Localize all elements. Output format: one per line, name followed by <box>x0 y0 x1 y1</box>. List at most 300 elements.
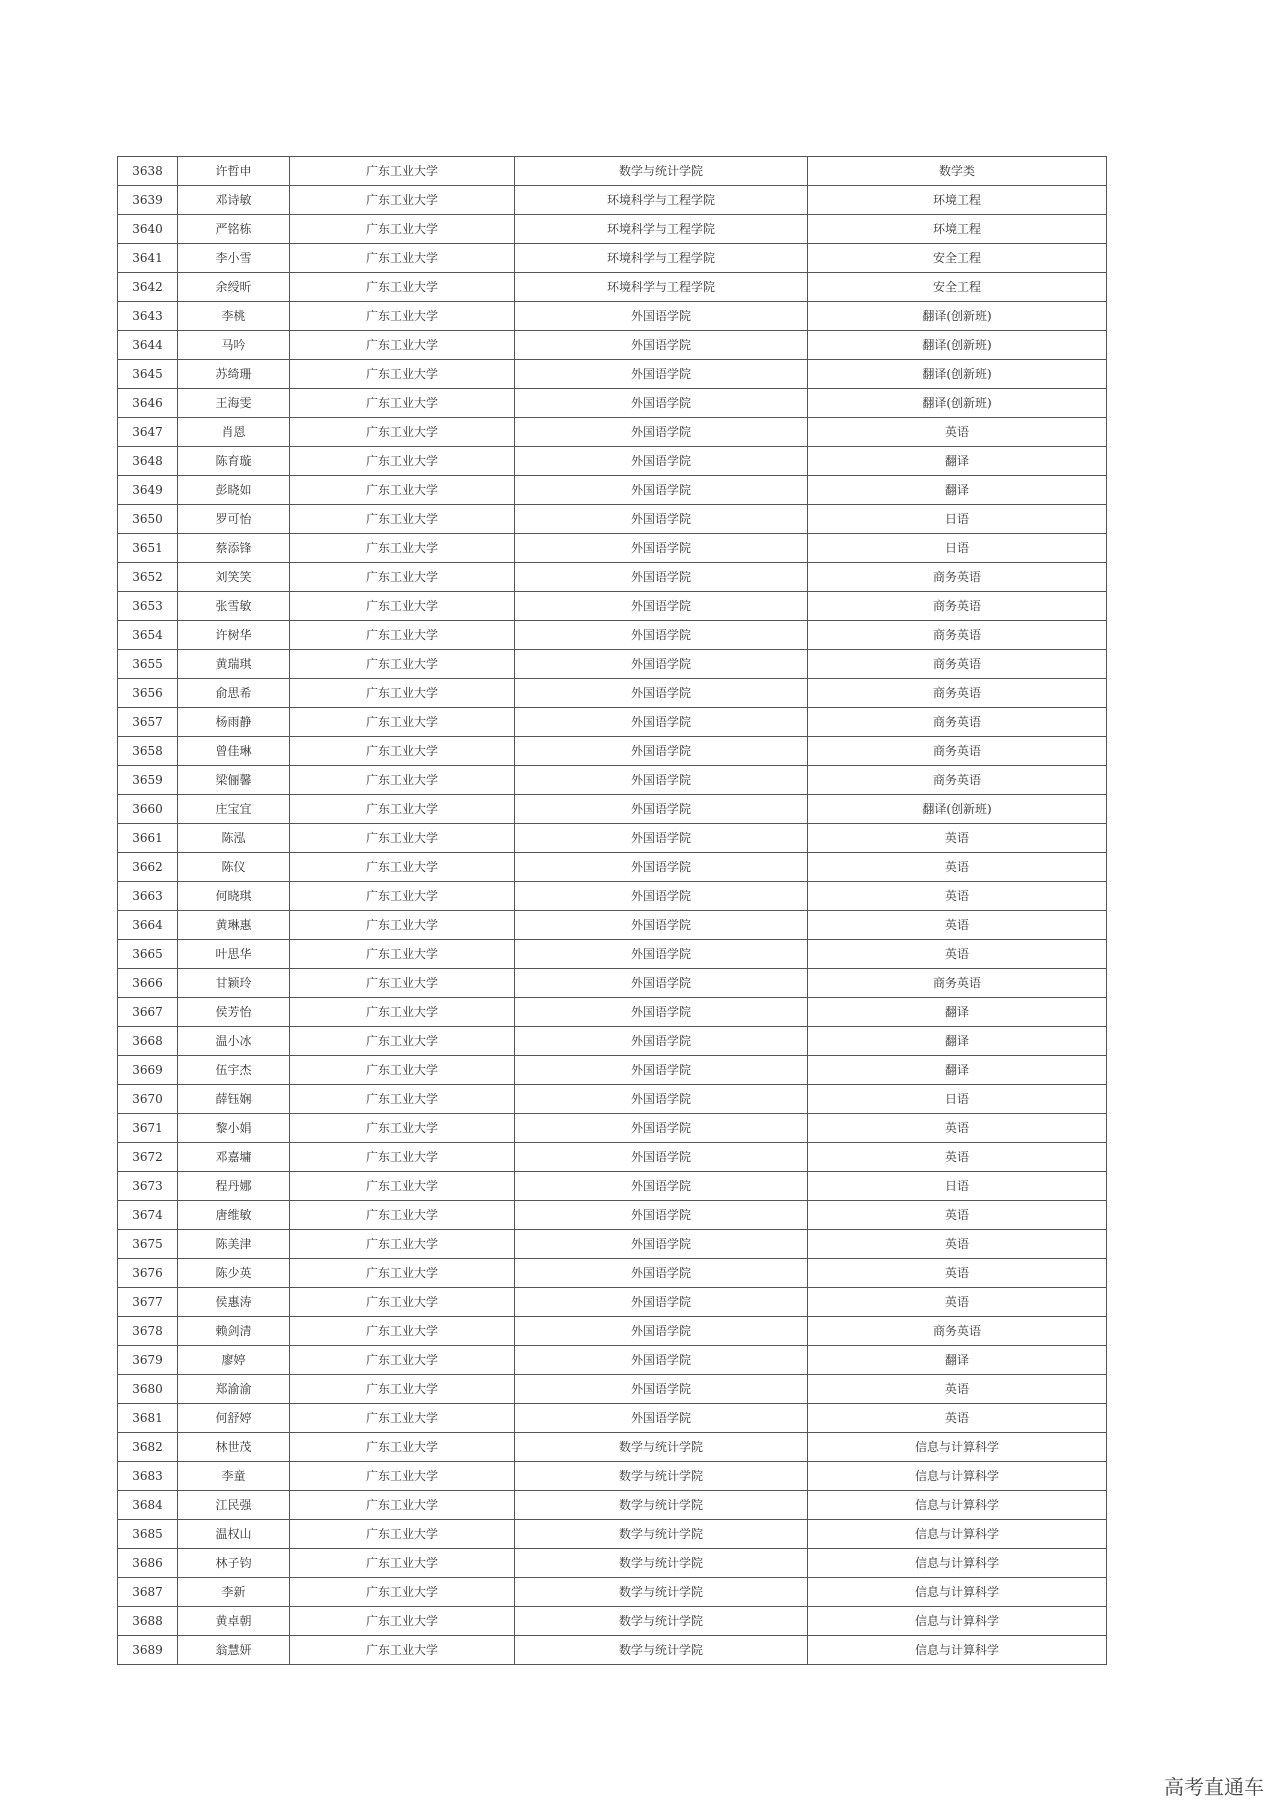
student-name-cell: 程丹娜 <box>178 1172 290 1201</box>
student-name-cell: 王海雯 <box>178 389 290 418</box>
row-number-cell: 3662 <box>118 853 178 882</box>
row-number-cell: 3685 <box>118 1520 178 1549</box>
row-number-cell: 3680 <box>118 1375 178 1404</box>
major-cell: 信息与计算科学 <box>808 1433 1107 1462</box>
table-row <box>118 998 1107 1027</box>
student-name-cell: 廖婷 <box>178 1346 290 1375</box>
student-name-cell: 陈泓 <box>178 824 290 853</box>
row-number-cell: 3686 <box>118 1549 178 1578</box>
college-cell: 外国语学院 <box>515 1230 808 1259</box>
student-name-cell: 俞思希 <box>178 679 290 708</box>
row-number-cell: 3672 <box>118 1143 178 1172</box>
university-cell: 广东工业大学 <box>290 447 515 476</box>
university-cell: 广东工业大学 <box>290 1027 515 1056</box>
row-number-cell: 3658 <box>118 737 178 766</box>
table-row <box>118 418 1107 447</box>
watermark-text: 高考直通车 <box>1164 1775 1264 1799</box>
major-cell: 英语 <box>808 1230 1107 1259</box>
college-cell: 外国语学院 <box>515 389 808 418</box>
major-cell: 英语 <box>808 940 1107 969</box>
major-cell: 英语 <box>808 1201 1107 1230</box>
student-name-cell: 余绶昕 <box>178 273 290 302</box>
row-number-cell: 3663 <box>118 882 178 911</box>
table-row <box>118 969 1107 998</box>
university-cell: 广东工业大学 <box>290 1143 515 1172</box>
university-cell: 广东工业大学 <box>290 1056 515 1085</box>
student-name-cell: 林世茂 <box>178 1433 290 1462</box>
university-cell: 广东工业大学 <box>290 1288 515 1317</box>
student-name-cell: 甘颖玲 <box>178 969 290 998</box>
admission-table <box>117 156 1107 1665</box>
student-name-cell: 叶思华 <box>178 940 290 969</box>
university-cell: 广东工业大学 <box>290 1578 515 1607</box>
university-cell: 广东工业大学 <box>290 1607 515 1636</box>
student-name-cell: 刘笑笑 <box>178 563 290 592</box>
major-cell: 翻译 <box>808 447 1107 476</box>
university-cell: 广东工业大学 <box>290 1433 515 1462</box>
university-cell: 广东工业大学 <box>290 795 515 824</box>
college-cell: 数学与统计学院 <box>515 1636 808 1665</box>
student-name-cell: 温小冰 <box>178 1027 290 1056</box>
student-name-cell: 李童 <box>178 1462 290 1491</box>
row-number-cell: 3653 <box>118 592 178 621</box>
row-number-cell: 3670 <box>118 1085 178 1114</box>
student-name-cell: 伍宇杰 <box>178 1056 290 1085</box>
student-name-cell: 严铭栋 <box>178 215 290 244</box>
table-row <box>118 1520 1107 1549</box>
table-row <box>118 1259 1107 1288</box>
university-cell: 广东工业大学 <box>290 186 515 215</box>
student-name-cell: 何晓琪 <box>178 882 290 911</box>
college-cell: 外国语学院 <box>515 447 808 476</box>
major-cell: 英语 <box>808 1288 1107 1317</box>
major-cell: 信息与计算科学 <box>808 1520 1107 1549</box>
major-cell: 数学类 <box>808 157 1107 186</box>
student-name-cell: 陈育璇 <box>178 447 290 476</box>
college-cell: 外国语学院 <box>515 360 808 389</box>
college-cell: 外国语学院 <box>515 592 808 621</box>
college-cell: 外国语学院 <box>515 505 808 534</box>
table-row <box>118 1491 1107 1520</box>
table-row <box>118 563 1107 592</box>
row-number-cell: 3664 <box>118 911 178 940</box>
student-name-cell: 梁俪馨 <box>178 766 290 795</box>
table-row <box>118 186 1107 215</box>
student-name-cell: 黄卓朝 <box>178 1607 290 1636</box>
table-row <box>118 1172 1107 1201</box>
table-row <box>118 1433 1107 1462</box>
row-number-cell: 3689 <box>118 1636 178 1665</box>
college-cell: 外国语学院 <box>515 882 808 911</box>
table-row <box>118 1404 1107 1433</box>
row-number-cell: 3681 <box>118 1404 178 1433</box>
row-number-cell: 3656 <box>118 679 178 708</box>
major-cell: 商务英语 <box>808 737 1107 766</box>
student-name-cell: 杨雨静 <box>178 708 290 737</box>
major-cell: 商务英语 <box>808 621 1107 650</box>
major-cell: 翻译(创新班) <box>808 302 1107 331</box>
university-cell: 广东工业大学 <box>290 708 515 737</box>
major-cell: 翻译 <box>808 1346 1107 1375</box>
university-cell: 广东工业大学 <box>290 737 515 766</box>
table-row <box>118 505 1107 534</box>
student-name-cell: 罗可怡 <box>178 505 290 534</box>
major-cell: 商务英语 <box>808 592 1107 621</box>
major-cell: 信息与计算科学 <box>808 1549 1107 1578</box>
major-cell: 英语 <box>808 1143 1107 1172</box>
student-name-cell: 侯惠涛 <box>178 1288 290 1317</box>
table-row <box>118 1085 1107 1114</box>
table-row <box>118 1143 1107 1172</box>
row-number-cell: 3644 <box>118 331 178 360</box>
university-cell: 广东工业大学 <box>290 1259 515 1288</box>
row-number-cell: 3650 <box>118 505 178 534</box>
university-cell: 广东工业大学 <box>290 389 515 418</box>
university-cell: 广东工业大学 <box>290 940 515 969</box>
student-name-cell: 黎小娟 <box>178 1114 290 1143</box>
college-cell: 外国语学院 <box>515 621 808 650</box>
row-number-cell: 3668 <box>118 1027 178 1056</box>
college-cell: 外国语学院 <box>515 940 808 969</box>
table-row <box>118 1549 1107 1578</box>
row-number-cell: 3666 <box>118 969 178 998</box>
student-name-cell: 李新 <box>178 1578 290 1607</box>
row-number-cell: 3671 <box>118 1114 178 1143</box>
table-row <box>118 795 1107 824</box>
college-cell: 外国语学院 <box>515 708 808 737</box>
major-cell: 日语 <box>808 534 1107 563</box>
row-number-cell: 3641 <box>118 244 178 273</box>
university-cell: 广东工业大学 <box>290 1491 515 1520</box>
college-cell: 外国语学院 <box>515 476 808 505</box>
university-cell: 广东工业大学 <box>290 505 515 534</box>
college-cell: 环境科学与工程学院 <box>515 273 808 302</box>
major-cell: 英语 <box>808 911 1107 940</box>
university-cell: 广东工业大学 <box>290 1317 515 1346</box>
university-cell: 广东工业大学 <box>290 1201 515 1230</box>
university-cell: 广东工业大学 <box>290 766 515 795</box>
table-row <box>118 621 1107 650</box>
major-cell: 信息与计算科学 <box>808 1636 1107 1665</box>
table-row <box>118 1288 1107 1317</box>
college-cell: 外国语学院 <box>515 418 808 447</box>
university-cell: 广东工业大学 <box>290 592 515 621</box>
college-cell: 外国语学院 <box>515 679 808 708</box>
major-cell: 翻译(创新班) <box>808 389 1107 418</box>
table-row <box>118 882 1107 911</box>
college-cell: 外国语学院 <box>515 650 808 679</box>
college-cell: 外国语学院 <box>515 969 808 998</box>
row-number-cell: 3645 <box>118 360 178 389</box>
row-number-cell: 3665 <box>118 940 178 969</box>
university-cell: 广东工业大学 <box>290 331 515 360</box>
table-row <box>118 1230 1107 1259</box>
table-row <box>118 534 1107 563</box>
table-row <box>118 1462 1107 1491</box>
row-number-cell: 3673 <box>118 1172 178 1201</box>
student-name-cell: 郑渝渝 <box>178 1375 290 1404</box>
university-cell: 广东工业大学 <box>290 1549 515 1578</box>
major-cell: 商务英语 <box>808 650 1107 679</box>
table-row <box>118 1114 1107 1143</box>
student-name-cell: 苏绮珊 <box>178 360 290 389</box>
university-cell: 广东工业大学 <box>290 824 515 853</box>
college-cell: 外国语学院 <box>515 766 808 795</box>
table-row <box>118 1375 1107 1404</box>
row-number-cell: 3684 <box>118 1491 178 1520</box>
major-cell: 英语 <box>808 882 1107 911</box>
major-cell: 英语 <box>808 418 1107 447</box>
major-cell: 翻译 <box>808 1056 1107 1085</box>
row-number-cell: 3649 <box>118 476 178 505</box>
university-cell: 广东工业大学 <box>290 157 515 186</box>
college-cell: 外国语学院 <box>515 911 808 940</box>
major-cell: 信息与计算科学 <box>808 1491 1107 1520</box>
row-number-cell: 3660 <box>118 795 178 824</box>
row-number-cell: 3652 <box>118 563 178 592</box>
major-cell: 翻译 <box>808 476 1107 505</box>
college-cell: 外国语学院 <box>515 1259 808 1288</box>
college-cell: 外国语学院 <box>515 1172 808 1201</box>
college-cell: 外国语学院 <box>515 1288 808 1317</box>
university-cell: 广东工业大学 <box>290 1085 515 1114</box>
major-cell: 环境工程 <box>808 186 1107 215</box>
row-number-cell: 3682 <box>118 1433 178 1462</box>
major-cell: 日语 <box>808 1172 1107 1201</box>
major-cell: 商务英语 <box>808 679 1107 708</box>
student-name-cell: 邓嘉墉 <box>178 1143 290 1172</box>
student-name-cell: 黄琳惠 <box>178 911 290 940</box>
row-number-cell: 3676 <box>118 1259 178 1288</box>
row-number-cell: 3648 <box>118 447 178 476</box>
student-name-cell: 赖剑清 <box>178 1317 290 1346</box>
table-row <box>118 157 1107 186</box>
table-row <box>118 389 1107 418</box>
major-cell: 英语 <box>808 1404 1107 1433</box>
row-number-cell: 3654 <box>118 621 178 650</box>
table-row <box>118 302 1107 331</box>
student-name-cell: 张雪敏 <box>178 592 290 621</box>
university-cell: 广东工业大学 <box>290 215 515 244</box>
table-row <box>118 737 1107 766</box>
college-cell: 外国语学院 <box>515 1404 808 1433</box>
university-cell: 广东工业大学 <box>290 273 515 302</box>
major-cell: 商务英语 <box>808 563 1107 592</box>
row-number-cell: 3642 <box>118 273 178 302</box>
row-number-cell: 3687 <box>118 1578 178 1607</box>
student-name-cell: 许哲申 <box>178 157 290 186</box>
table-row <box>118 331 1107 360</box>
row-number-cell: 3640 <box>118 215 178 244</box>
student-name-cell: 邓诗敏 <box>178 186 290 215</box>
row-number-cell: 3638 <box>118 157 178 186</box>
row-number-cell: 3655 <box>118 650 178 679</box>
university-cell: 广东工业大学 <box>290 969 515 998</box>
major-cell: 翻译 <box>808 1027 1107 1056</box>
student-name-cell: 陈美津 <box>178 1230 290 1259</box>
table-row <box>118 853 1107 882</box>
major-cell: 信息与计算科学 <box>808 1607 1107 1636</box>
table-row <box>118 476 1107 505</box>
university-cell: 广东工业大学 <box>290 563 515 592</box>
table-row <box>118 940 1107 969</box>
college-cell: 数学与统计学院 <box>515 1433 808 1462</box>
university-cell: 广东工业大学 <box>290 1230 515 1259</box>
row-number-cell: 3667 <box>118 998 178 1027</box>
row-number-cell: 3669 <box>118 1056 178 1085</box>
college-cell: 数学与统计学院 <box>515 1491 808 1520</box>
college-cell: 数学与统计学院 <box>515 1462 808 1491</box>
student-name-cell: 唐维敏 <box>178 1201 290 1230</box>
student-name-cell: 温权山 <box>178 1520 290 1549</box>
major-cell: 英语 <box>808 824 1107 853</box>
college-cell: 环境科学与工程学院 <box>515 186 808 215</box>
college-cell: 外国语学院 <box>515 824 808 853</box>
university-cell: 广东工业大学 <box>290 476 515 505</box>
college-cell: 外国语学院 <box>515 1056 808 1085</box>
table-row <box>118 447 1107 476</box>
major-cell: 翻译(创新班) <box>808 360 1107 389</box>
student-name-cell: 许树华 <box>178 621 290 650</box>
college-cell: 外国语学院 <box>515 853 808 882</box>
table-row <box>118 273 1107 302</box>
major-cell: 翻译(创新班) <box>808 795 1107 824</box>
major-cell: 信息与计算科学 <box>808 1578 1107 1607</box>
row-number-cell: 3659 <box>118 766 178 795</box>
major-cell: 英语 <box>808 1375 1107 1404</box>
university-cell: 广东工业大学 <box>290 1462 515 1491</box>
college-cell: 数学与统计学院 <box>515 1549 808 1578</box>
student-name-cell: 陈仪 <box>178 853 290 882</box>
student-name-cell: 庄宝宜 <box>178 795 290 824</box>
major-cell: 环境工程 <box>808 215 1107 244</box>
major-cell: 商务英语 <box>808 1317 1107 1346</box>
university-cell: 广东工业大学 <box>290 1114 515 1143</box>
college-cell: 数学与统计学院 <box>515 1578 808 1607</box>
university-cell: 广东工业大学 <box>290 302 515 331</box>
table-row <box>118 592 1107 621</box>
college-cell: 外国语学院 <box>515 737 808 766</box>
student-name-cell: 曾佳琳 <box>178 737 290 766</box>
table-row <box>118 1607 1107 1636</box>
university-cell: 广东工业大学 <box>290 418 515 447</box>
row-number-cell: 3639 <box>118 186 178 215</box>
table-row <box>118 824 1107 853</box>
university-cell: 广东工业大学 <box>290 911 515 940</box>
table-row <box>118 360 1107 389</box>
university-cell: 广东工业大学 <box>290 360 515 389</box>
university-cell: 广东工业大学 <box>290 1636 515 1665</box>
student-name-cell: 翁慧妍 <box>178 1636 290 1665</box>
table-row <box>118 215 1107 244</box>
row-number-cell: 3651 <box>118 534 178 563</box>
major-cell: 商务英语 <box>808 766 1107 795</box>
major-cell: 日语 <box>808 1085 1107 1114</box>
table-row <box>118 1317 1107 1346</box>
university-cell: 广东工业大学 <box>290 1520 515 1549</box>
row-number-cell: 3679 <box>118 1346 178 1375</box>
college-cell: 环境科学与工程学院 <box>515 244 808 273</box>
student-name-cell: 薛钰娴 <box>178 1085 290 1114</box>
table-row <box>118 1027 1107 1056</box>
row-number-cell: 3647 <box>118 418 178 447</box>
college-cell: 外国语学院 <box>515 302 808 331</box>
student-name-cell: 黄瑞琪 <box>178 650 290 679</box>
row-number-cell: 3674 <box>118 1201 178 1230</box>
table-body <box>118 157 1107 1665</box>
major-cell: 商务英语 <box>808 969 1107 998</box>
student-name-cell: 李小雪 <box>178 244 290 273</box>
college-cell: 外国语学院 <box>515 1375 808 1404</box>
table-row <box>118 679 1107 708</box>
table-row <box>118 911 1107 940</box>
university-cell: 广东工业大学 <box>290 1346 515 1375</box>
university-cell: 广东工业大学 <box>290 621 515 650</box>
student-name-cell: 江民强 <box>178 1491 290 1520</box>
college-cell: 外国语学院 <box>515 1346 808 1375</box>
college-cell: 环境科学与工程学院 <box>515 215 808 244</box>
major-cell: 安全工程 <box>808 273 1107 302</box>
college-cell: 外国语学院 <box>515 1085 808 1114</box>
table-row <box>118 244 1107 273</box>
university-cell: 广东工业大学 <box>290 1404 515 1433</box>
student-name-cell: 林子钧 <box>178 1549 290 1578</box>
table-row <box>118 1056 1107 1085</box>
table-row <box>118 650 1107 679</box>
university-cell: 广东工业大学 <box>290 534 515 563</box>
university-cell: 广东工业大学 <box>290 853 515 882</box>
row-number-cell: 3661 <box>118 824 178 853</box>
college-cell: 数学与统计学院 <box>515 1607 808 1636</box>
student-name-cell: 何舒婷 <box>178 1404 290 1433</box>
major-cell: 英语 <box>808 1259 1107 1288</box>
college-cell: 数学与统计学院 <box>515 157 808 186</box>
student-name-cell: 陈少英 <box>178 1259 290 1288</box>
college-cell: 外国语学院 <box>515 998 808 1027</box>
college-cell: 外国语学院 <box>515 534 808 563</box>
college-cell: 外国语学院 <box>515 1201 808 1230</box>
student-name-cell: 肖恩 <box>178 418 290 447</box>
row-number-cell: 3688 <box>118 1607 178 1636</box>
major-cell: 商务英语 <box>808 708 1107 737</box>
university-cell: 广东工业大学 <box>290 244 515 273</box>
row-number-cell: 3646 <box>118 389 178 418</box>
major-cell: 英语 <box>808 853 1107 882</box>
student-name-cell: 马吟 <box>178 331 290 360</box>
table-row <box>118 708 1107 737</box>
table-row <box>118 1346 1107 1375</box>
university-cell: 广东工业大学 <box>290 650 515 679</box>
college-cell: 外国语学院 <box>515 1027 808 1056</box>
college-cell: 外国语学院 <box>515 795 808 824</box>
row-number-cell: 3675 <box>118 1230 178 1259</box>
university-cell: 广东工业大学 <box>290 998 515 1027</box>
major-cell: 翻译(创新班) <box>808 331 1107 360</box>
college-cell: 数学与统计学院 <box>515 1520 808 1549</box>
major-cell: 信息与计算科学 <box>808 1462 1107 1491</box>
university-cell: 广东工业大学 <box>290 679 515 708</box>
college-cell: 外国语学院 <box>515 1114 808 1143</box>
major-cell: 安全工程 <box>808 244 1107 273</box>
student-name-cell: 彭晓如 <box>178 476 290 505</box>
table-row <box>118 1636 1107 1665</box>
college-cell: 外国语学院 <box>515 563 808 592</box>
table-row <box>118 766 1107 795</box>
university-cell: 广东工业大学 <box>290 882 515 911</box>
table-row <box>118 1578 1107 1607</box>
row-number-cell: 3678 <box>118 1317 178 1346</box>
row-number-cell: 3683 <box>118 1462 178 1491</box>
